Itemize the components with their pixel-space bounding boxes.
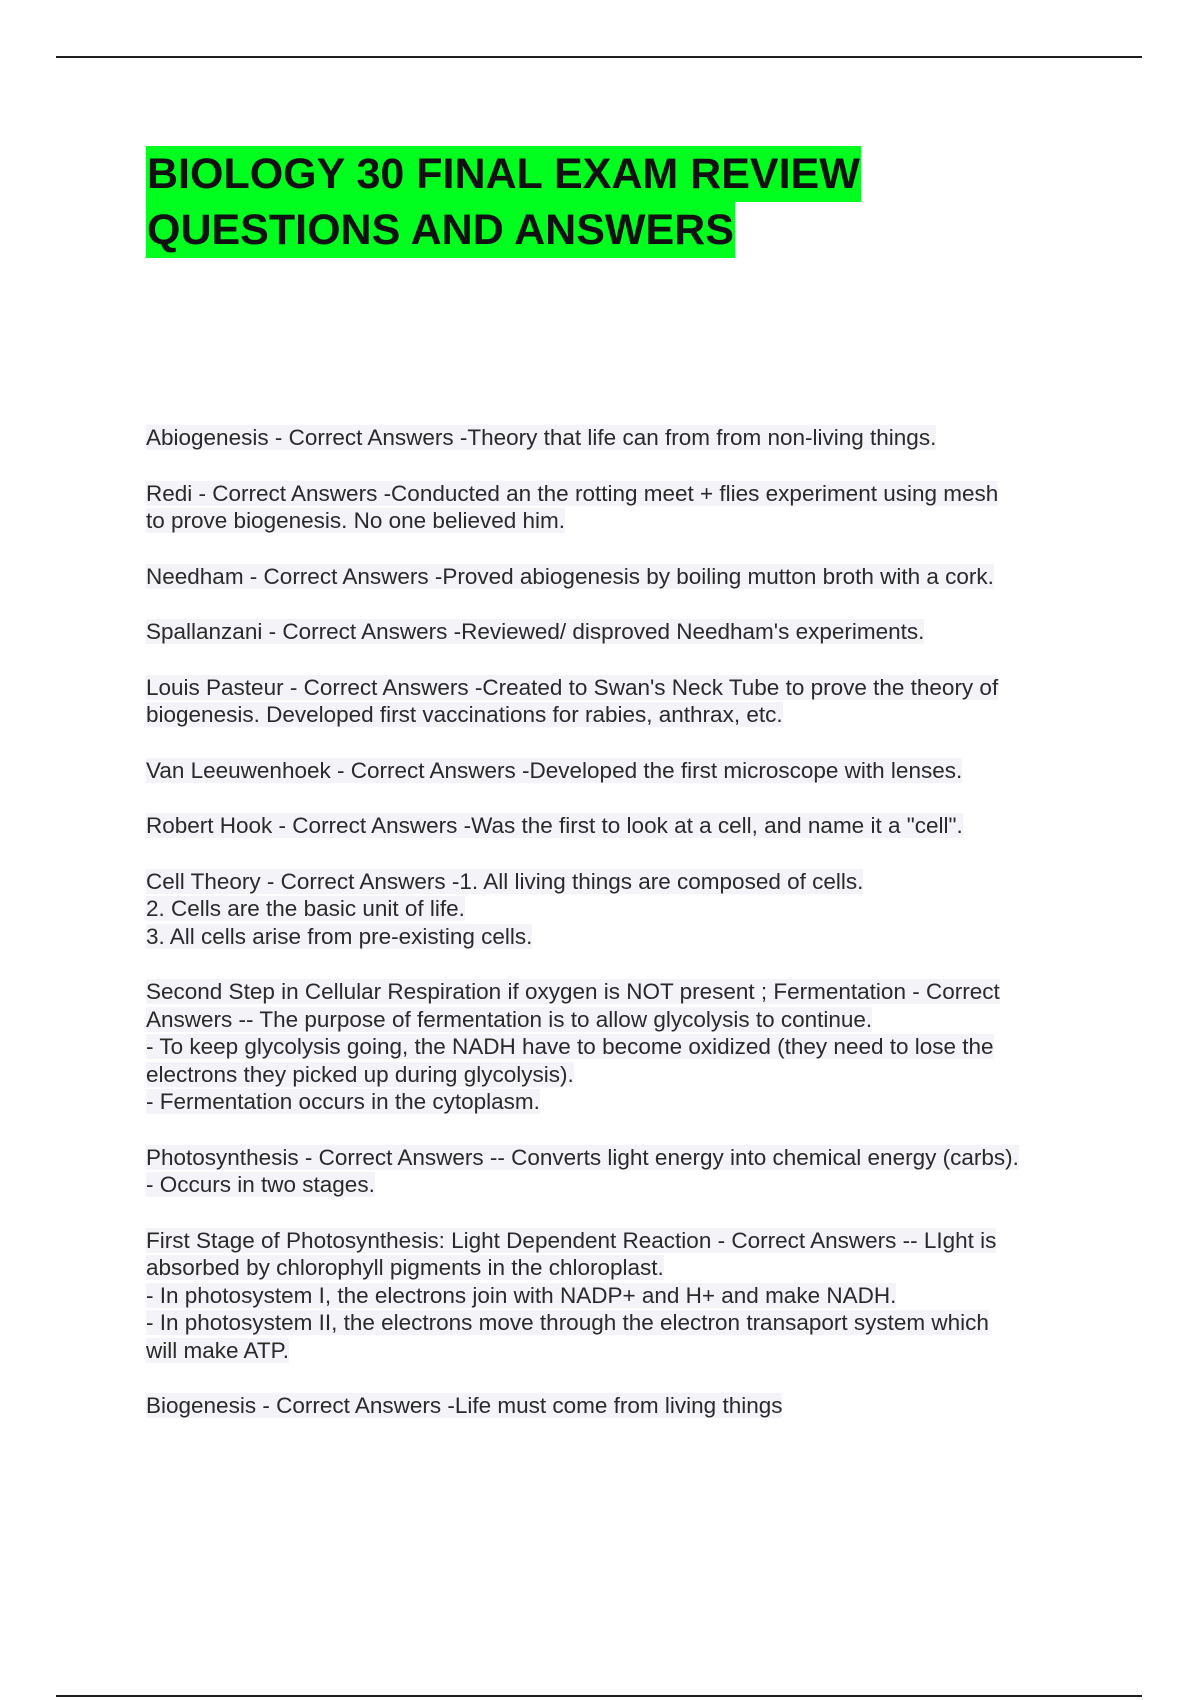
qa-entry-line [146, 812, 1106, 840]
qa-entry-line [146, 563, 1106, 591]
qa-entry-line [146, 701, 1106, 729]
qa-entry-text: Robert Hook - Correct Answers -Was the first to look at a cell, and name it a "cell". [146, 813, 963, 838]
qa-entries-list [146, 424, 1106, 1448]
qa-entry [146, 618, 1106, 646]
qa-entry [146, 812, 1106, 840]
qa-entry-text: First Stage of Photosynthesis: Light Dependent Reaction - Correct Answers -- LIght is [146, 1227, 997, 1253]
qa-entry [146, 1144, 1106, 1199]
qa-entry-text: biogenesis. Developed first vaccinations for rabies, anthrax, etc. [146, 702, 783, 727]
qa-entry-text: Spallanzani - Correct Answers -Reviewed/ disproved Needham's experiments. [146, 619, 925, 644]
qa-entry-line [146, 674, 1106, 702]
qa-entry-line [146, 1337, 1106, 1365]
qa-entry-line [146, 1227, 1106, 1255]
qa-entry-line [146, 1144, 1106, 1172]
qa-entry [146, 424, 1106, 452]
qa-entry-line [146, 1006, 1106, 1034]
qa-entry-text: Photosynthesis - Correct Answers -- Converts light energy into chemical energy (carbs). [146, 1144, 1019, 1170]
qa-entry-text: 2. Cells are the basic unit of life. [146, 896, 465, 921]
qa-entry-text: Abiogenesis - Correct Answers -Theory that life can from from non-living things. [146, 425, 937, 450]
qa-entry-line [146, 1392, 1106, 1420]
qa-entry-text: - Occurs in two stages. [146, 1172, 375, 1197]
qa-entry-text: - In photosystem I, the electrons join with NADP+ and H+ and make NADH. [146, 1282, 897, 1308]
qa-entry-text: Second Step in Cellular Respiration if oxygen is NOT present ; Fermentation - Correct [146, 979, 1000, 1004]
qa-entry-line [146, 757, 1106, 785]
qa-entry-line [146, 507, 1106, 535]
qa-entry [146, 1392, 1106, 1420]
qa-entry-text: - In photosystem II, the electrons move through the electron transaport system which [146, 1310, 989, 1335]
qa-entry-text: - To keep glycolysis going, the NADH have to become oxidized (they need to lose the [146, 1034, 994, 1059]
qa-entry-line [146, 923, 1106, 951]
qa-entry-line [146, 1309, 1106, 1337]
qa-entry-text: to prove biogenesis. No one believed him. [146, 508, 566, 533]
qa-entry-line [146, 618, 1106, 646]
qa-entry-text: Louis Pasteur - Correct Answers -Created to Swan's Neck Tube to prove the theory of [146, 674, 999, 700]
qa-entry-text: Needham - Correct Answers -Proved abiogenesis by boiling mutton broth with a cork. [146, 563, 994, 589]
title-line-1: BIOLOGY 30 FINAL EXAM REVIEW [146, 146, 861, 202]
qa-entry-line [146, 1061, 1106, 1089]
qa-entry-text: 3. All cells arise from pre-existing cells. [146, 923, 533, 949]
qa-entry-text: electrons they picked up during glycolysis). [146, 1061, 574, 1087]
qa-entry-text: Biogenesis - Correct Answers -Life must come from living things [146, 1393, 783, 1418]
qa-entry-text: Redi - Correct Answers -Conducted an the rotting meet + flies experiment using mesh [146, 480, 999, 506]
qa-entry-text: Answers -- The purpose of fermentation is to allow glycolysis to continue. [146, 1006, 873, 1032]
qa-entry-line [146, 1088, 1106, 1116]
bottom-divider [56, 1695, 1142, 1697]
qa-entry-text: - Fermentation occurs in the cytoplasm. [146, 1089, 540, 1114]
qa-entry-text: will make ATP. [146, 1337, 289, 1363]
qa-entry [146, 480, 1106, 535]
qa-entry-line [146, 1033, 1106, 1061]
qa-entry-text: absorbed by chlorophyll pigments in the chloroplast. [146, 1255, 664, 1280]
qa-entry-text: Cell Theory - Correct Answers -1. All living things are composed of cells. [146, 868, 864, 894]
qa-entry-text: Van Leeuwenhoek - Correct Answers -Developed the first microscope with lenses. [146, 757, 963, 783]
top-divider [56, 56, 1142, 58]
document-title [146, 146, 861, 258]
qa-entry-line [146, 895, 1106, 923]
qa-entry-line [146, 978, 1106, 1006]
qa-entry [146, 978, 1106, 1116]
qa-entry [146, 757, 1106, 785]
qa-entry-line [146, 480, 1106, 508]
qa-entry [146, 1227, 1106, 1365]
title-line-2: QUESTIONS AND ANSWERS [146, 202, 735, 258]
qa-entry-line [146, 1282, 1106, 1310]
qa-entry [146, 563, 1106, 591]
qa-entry [146, 674, 1106, 729]
qa-entry-line [146, 868, 1106, 896]
qa-entry-line [146, 424, 1106, 452]
qa-entry [146, 868, 1106, 951]
qa-entry-line [146, 1171, 1106, 1199]
qa-entry-line [146, 1254, 1106, 1282]
